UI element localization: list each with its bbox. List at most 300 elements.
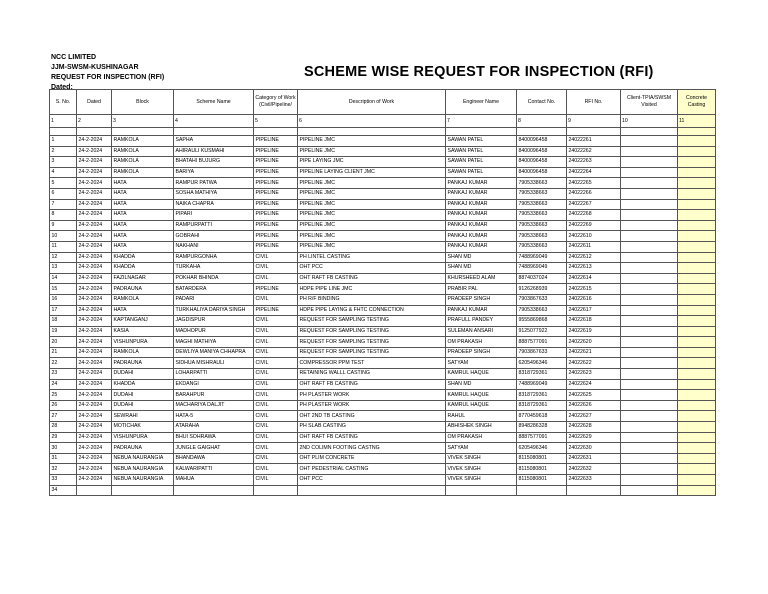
table-cell: MAGHI MATHIYA: [174, 337, 254, 348]
table-cell: 24022614: [567, 273, 621, 284]
column-header: Engineer Name: [446, 90, 517, 115]
table-cell: 5: [50, 178, 77, 189]
table-row: [50, 337, 716, 348]
table-cell: PANKAJ KUMAR: [446, 241, 517, 252]
table-cell: 24-2-2024: [77, 252, 112, 263]
table-cell: 19: [50, 326, 77, 337]
table-cell: OHT RAFT FB CASTING: [298, 379, 446, 390]
table-cell: MACHARIYA DALJIT: [174, 400, 254, 411]
table-cell: BHANDAWA: [174, 453, 254, 464]
table-cell: OHT 2ND TB CASTING: [298, 411, 446, 422]
table-cell: CIVIL: [254, 347, 298, 358]
table-cell: 27: [50, 411, 77, 422]
table-cell: 24-2-2024: [77, 326, 112, 337]
table-cell: PIPELINE JMC: [298, 220, 446, 231]
table-cell: 24-2-2024: [77, 273, 112, 284]
table-cell: [621, 379, 678, 390]
table-cell: CIVIL: [254, 400, 298, 411]
table-cell: NAKHANI: [174, 241, 254, 252]
table-cell: CIVIL: [254, 464, 298, 475]
table-cell: 14: [50, 273, 77, 284]
table-cell: 7905338663: [517, 231, 567, 242]
table-cell: PIPELINE: [254, 199, 298, 210]
table-cell: [621, 326, 678, 337]
table-cell: KHADDA: [112, 252, 174, 263]
table-cell: SAWAN PATEL: [446, 167, 517, 178]
table-cell: PIPELINE: [254, 231, 298, 242]
table-cell: 24022615: [567, 284, 621, 295]
table-cell: [254, 485, 298, 496]
column-number: 11: [678, 115, 716, 128]
table-cell: 7488969049: [517, 252, 567, 263]
table-cell: 24022610: [567, 231, 621, 242]
table-cell: PIPELINE LAYING CLIENT JMC: [298, 167, 446, 178]
table-row: [50, 453, 716, 464]
column-header: Contact No.: [517, 90, 567, 115]
table-cell: PIPELINE JMC: [298, 210, 446, 221]
table-cell: [77, 485, 112, 496]
table-cell: DUDAHI: [112, 369, 174, 380]
table-row: [50, 411, 716, 422]
table-cell: [678, 485, 716, 496]
table-cell: [517, 485, 567, 496]
table-cell: CIVIL: [254, 443, 298, 454]
table-cell: 24-2-2024: [77, 136, 112, 147]
table-row: [50, 263, 716, 274]
table-cell: 24-2-2024: [77, 400, 112, 411]
table-row: [50, 136, 716, 147]
table-row: [50, 347, 716, 358]
table-cell: 24-2-2024: [77, 157, 112, 168]
table-cell: CIVIL: [254, 337, 298, 348]
table-row: [50, 284, 716, 295]
table-row: [50, 369, 716, 380]
table-row: [50, 231, 716, 242]
table-cell: [678, 167, 716, 178]
table-cell: 9126268939: [517, 284, 567, 295]
table-cell: 24022613: [567, 263, 621, 274]
table-cell: 7905338663: [517, 199, 567, 210]
table-cell: 8318729361: [517, 390, 567, 401]
table-cell: [678, 263, 716, 274]
table-cell: [678, 432, 716, 443]
column-header: Block: [112, 90, 174, 115]
column-number: 10: [621, 115, 678, 128]
table-cell: 17: [50, 305, 77, 316]
column-header: Dated: [77, 90, 112, 115]
table-cell: 24: [50, 379, 77, 390]
table-cell: [678, 284, 716, 295]
table-cell: 24022268: [567, 210, 621, 221]
table-cell: 24-2-2024: [77, 443, 112, 454]
table-cell: 24022617: [567, 305, 621, 316]
document-type: REQUEST FOR INSPECTION (RFI): [51, 74, 165, 81]
table-cell: OM PRAKASH: [446, 337, 517, 348]
table-cell: RAMKOLA: [112, 146, 174, 157]
table-cell: 24022622: [567, 358, 621, 369]
table-cell: PADRAUNA: [112, 358, 174, 369]
table-cell: JUNGLE GAIGHAT: [174, 443, 254, 454]
table-cell: HATA: [112, 210, 174, 221]
column-header: Concrete Casting: [678, 90, 716, 115]
table-cell: [621, 390, 678, 401]
table-cell: PIPELINE: [254, 157, 298, 168]
table-cell: CIVIL: [254, 252, 298, 263]
table-cell: [621, 358, 678, 369]
table-cell: RAMKOLA: [112, 157, 174, 168]
table-row: [50, 358, 716, 369]
table-cell: 24022630: [567, 443, 621, 454]
table-row: [50, 178, 716, 189]
table-cell: [621, 400, 678, 411]
table-cell: HATA: [112, 220, 174, 231]
table-cell: 24022629: [567, 432, 621, 443]
page-title: SCHEME WISE REQUEST FOR INSPECTION (RFI): [304, 64, 654, 80]
table-cell: RAMKOLA: [112, 136, 174, 147]
table-cell: PANKAJ KUMAR: [446, 188, 517, 199]
table-cell: 7903867633: [517, 294, 567, 305]
table-cell: PANKAJ KUMAR: [446, 178, 517, 189]
table-cell: KAMRUL HAQUE: [446, 400, 517, 411]
table-cell: PIPELINE: [254, 220, 298, 231]
table-cell: 24-2-2024: [77, 369, 112, 380]
table-cell: PADRAUNA: [112, 443, 174, 454]
table-cell: [621, 305, 678, 316]
table-cell: [678, 316, 716, 327]
table-cell: JAGDISPUR: [174, 316, 254, 327]
table-cell: 24-2-2024: [77, 337, 112, 348]
table-cell: [621, 422, 678, 433]
table-cell: SIDHUA MISHRAULI: [174, 358, 254, 369]
table-cell: 6: [50, 188, 77, 199]
table-cell: 7905338663: [517, 220, 567, 231]
table-cell: EKDANGI: [174, 379, 254, 390]
table-row: [50, 294, 716, 305]
table-cell: 24022262: [567, 146, 621, 157]
table-cell: [621, 252, 678, 263]
table-cell: 24-2-2024: [77, 358, 112, 369]
table-cell: 24022626: [567, 400, 621, 411]
table-cell: SATYAM: [446, 443, 517, 454]
table-cell: 24022269: [567, 220, 621, 231]
table-cell: RAMKOLA: [112, 167, 174, 178]
table-cell: 24-2-2024: [77, 231, 112, 242]
table-cell: OHT PLIM CONCRETE: [298, 453, 446, 464]
table-cell: 24022618: [567, 316, 621, 327]
table-cell: PIPELINE JMC: [298, 136, 446, 147]
table-cell: PIPARI: [174, 210, 254, 221]
column-number: 8: [517, 115, 567, 128]
table-cell: PIPELINE JMC: [298, 146, 446, 157]
table-cell: SOSHA MATHIYA: [174, 188, 254, 199]
table-cell: 33: [50, 475, 77, 486]
table-cell: DEWLIYA MANIYA CHHAPRA: [174, 347, 254, 358]
table-row: [50, 422, 716, 433]
table-cell: PIPELINE JMC: [298, 231, 446, 242]
table-cell: 24022267: [567, 199, 621, 210]
table-cell: PIPE LAYING JMC: [298, 157, 446, 168]
table-cell: BHATAHI BUJURG: [174, 157, 254, 168]
table-cell: KAPTANGANJ: [112, 316, 174, 327]
table-cell: HATA: [112, 178, 174, 189]
table-cell: SATYAM: [446, 358, 517, 369]
table-cell: 7905338663: [517, 188, 567, 199]
spacer-row: [50, 128, 716, 136]
table-cell: CIVIL: [254, 475, 298, 486]
table-row: [50, 485, 716, 496]
table-cell: [621, 231, 678, 242]
table-cell: PH R/F BINDING: [298, 294, 446, 305]
table-cell: [621, 475, 678, 486]
table-cell: [678, 199, 716, 210]
rfi-table-container: [49, 89, 716, 496]
table-cell: [678, 369, 716, 380]
table-cell: KHADDA: [112, 379, 174, 390]
table-cell: TURKHALIYA DARIYA SINGH: [174, 305, 254, 316]
table-cell: 6205496346: [517, 443, 567, 454]
table-cell: 2ND COLIMN FOOTING CASTNG: [298, 443, 446, 454]
table-cell: MAHUA: [174, 475, 254, 486]
table-row: [50, 464, 716, 475]
table-cell: 2: [50, 146, 77, 157]
table-cell: 8400096458: [517, 146, 567, 157]
table-body: [50, 136, 716, 496]
table-cell: 24-2-2024: [77, 199, 112, 210]
table-cell: 8: [50, 210, 77, 221]
table-cell: KHURSHEED ALAM: [446, 273, 517, 284]
table-cell: CIVIL: [254, 294, 298, 305]
table-cell: 8874037024: [517, 273, 567, 284]
table-cell: 24-2-2024: [77, 241, 112, 252]
table-cell: 24-2-2024: [77, 379, 112, 390]
table-cell: HDPE PIPE LINE JMC: [298, 284, 446, 295]
table-cell: 8115080801: [517, 464, 567, 475]
table-row: [50, 475, 716, 486]
table-cell: 8400096458: [517, 157, 567, 168]
table-cell: [446, 485, 517, 496]
table-cell: 24022624: [567, 379, 621, 390]
table-cell: 4: [50, 167, 77, 178]
table-cell: SAWAN PATEL: [446, 157, 517, 168]
table-cell: [678, 400, 716, 411]
table-cell: SHAN MD: [446, 263, 517, 274]
table-cell: [621, 146, 678, 157]
table-cell: 7488969049: [517, 379, 567, 390]
table-cell: KAMRUL HAQUE: [446, 369, 517, 380]
table-cell: VISHUNPURA: [112, 432, 174, 443]
table-cell: 24-2-2024: [77, 210, 112, 221]
table-cell: CIVIL: [254, 411, 298, 422]
table-row: [50, 241, 716, 252]
table-row: [50, 157, 716, 168]
table-cell: PH SLAB CASTING: [298, 422, 446, 433]
table-cell: 8115080801: [517, 453, 567, 464]
table-cell: [621, 241, 678, 252]
table-cell: PIPELINE: [254, 241, 298, 252]
table-cell: PADRAUNA: [112, 284, 174, 295]
table-row: [50, 252, 716, 263]
table-cell: 21: [50, 347, 77, 358]
table-cell: 29: [50, 432, 77, 443]
table-cell: [621, 220, 678, 231]
table-cell: CIVIL: [254, 453, 298, 464]
table-cell: PH PLASTER WORK: [298, 390, 446, 401]
column-number: 4: [174, 115, 254, 128]
table-cell: [678, 390, 716, 401]
table-cell: BARAHPUR: [174, 390, 254, 401]
table-cell: 24022620: [567, 337, 621, 348]
table-cell: 24-2-2024: [77, 432, 112, 443]
table-cell: 24-2-2024: [77, 411, 112, 422]
table-cell: TURKAHA: [174, 263, 254, 274]
table-cell: PH LINTEL CASTING: [298, 252, 446, 263]
table-cell: [678, 347, 716, 358]
table-cell: PIPELINE: [254, 210, 298, 221]
table-cell: HATA: [112, 231, 174, 242]
table-cell: [678, 326, 716, 337]
table-cell: CIVIL: [254, 369, 298, 380]
table-cell: SAWAN PATEL: [446, 136, 517, 147]
table-cell: [174, 485, 254, 496]
company-header: [51, 53, 164, 93]
table-cell: 8318729361: [517, 369, 567, 380]
table-cell: OHT PEDESTRIAL CASTING: [298, 464, 446, 475]
table-cell: HATA: [112, 188, 174, 199]
table-cell: REQUEST FOR SAMPLING TESTING: [298, 337, 446, 348]
table-cell: PRADEEP SINGH: [446, 347, 517, 358]
table-cell: 28: [50, 422, 77, 433]
table-cell: 7905338663: [517, 305, 567, 316]
table-cell: OM PRAKASH: [446, 432, 517, 443]
table-cell: 32: [50, 464, 77, 475]
table-row: [50, 326, 716, 337]
table-cell: 25: [50, 390, 77, 401]
table-cell: 24-2-2024: [77, 453, 112, 464]
table-cell: 6205496346: [517, 358, 567, 369]
table-cell: RAMPURGONHA: [174, 252, 254, 263]
column-number: 6: [298, 115, 446, 128]
table-cell: 24022611: [567, 241, 621, 252]
table-cell: REQUEST FOR SAMPLING TESTING: [298, 326, 446, 337]
table-cell: PIPELINE: [254, 188, 298, 199]
table-row: [50, 146, 716, 157]
table-cell: [621, 337, 678, 348]
table-cell: [621, 273, 678, 284]
dated-label: Dated:: [51, 84, 73, 91]
table-cell: 24022261: [567, 136, 621, 147]
table-cell: OHT RAFT FB CASTING: [298, 273, 446, 284]
table-cell: 7903867633: [517, 347, 567, 358]
table-cell: 16: [50, 294, 77, 305]
table-cell: 24-2-2024: [77, 178, 112, 189]
table-cell: ATARAHA: [174, 422, 254, 433]
table-cell: HDPE PIPE LAYING & FHTC CONNECTION: [298, 305, 446, 316]
table-cell: 15: [50, 284, 77, 295]
table-cell: [298, 485, 446, 496]
table-cell: 24-2-2024: [77, 167, 112, 178]
column-header: RFI No.: [567, 90, 621, 115]
table-cell: RAHUL: [446, 411, 517, 422]
table-cell: [678, 294, 716, 305]
table-cell: 8318729361: [517, 400, 567, 411]
table-cell: 8948286328: [517, 422, 567, 433]
table-cell: 24022632: [567, 464, 621, 475]
table-cell: MADHOPUR: [174, 326, 254, 337]
table-cell: [621, 347, 678, 358]
table-cell: PIPELINE JMC: [298, 241, 446, 252]
table-cell: PRAFULL PANDEY: [446, 316, 517, 327]
column-number: 3: [112, 115, 174, 128]
table-cell: HATA: [112, 199, 174, 210]
table-cell: [621, 411, 678, 422]
table-cell: AHIRAULI KUSMAHI: [174, 146, 254, 157]
table-cell: 24-2-2024: [77, 188, 112, 199]
table-cell: 24-2-2024: [77, 464, 112, 475]
table-cell: RAMKOLA: [112, 347, 174, 358]
table-cell: 24-2-2024: [77, 220, 112, 231]
table-cell: 24-2-2024: [77, 305, 112, 316]
table-cell: PIPELINE: [254, 136, 298, 147]
table-cell: 3: [50, 157, 77, 168]
table-cell: CIVIL: [254, 358, 298, 369]
table-cell: 24022612: [567, 252, 621, 263]
table-row: [50, 199, 716, 210]
table-cell: ABHISHEK SINGH: [446, 422, 517, 433]
table-cell: [678, 453, 716, 464]
table-cell: NEBUA NAURANGIA: [112, 464, 174, 475]
table-cell: CIVIL: [254, 273, 298, 284]
table-cell: CIVIL: [254, 390, 298, 401]
table-cell: [621, 284, 678, 295]
table-row: [50, 432, 716, 443]
table-cell: CIVIL: [254, 326, 298, 337]
table-cell: NEBUA NAURANGIA: [112, 475, 174, 486]
table-cell: PIPELINE: [254, 146, 298, 157]
table-cell: [621, 263, 678, 274]
table-cell: [621, 157, 678, 168]
table-cell: OHT PCC: [298, 263, 446, 274]
table-cell: 7905338663: [517, 241, 567, 252]
table-cell: 24022627: [567, 411, 621, 422]
table-cell: VIVEK SINGH: [446, 475, 517, 486]
table-cell: COMPRESSOR PPM TEST: [298, 358, 446, 369]
table-cell: [678, 241, 716, 252]
table-cell: [678, 337, 716, 348]
table-cell: 24-2-2024: [77, 284, 112, 295]
table-cell: RAMPUR PATWA: [174, 178, 254, 189]
table-cell: 18: [50, 316, 77, 327]
table-cell: 8770459618: [517, 411, 567, 422]
table-row: [50, 210, 716, 221]
table-cell: SHAN MD: [446, 379, 517, 390]
column-header: Scheme Name: [174, 90, 254, 115]
table-cell: 24022619: [567, 326, 621, 337]
column-number: 2: [77, 115, 112, 128]
table-cell: 24022266: [567, 188, 621, 199]
table-cell: SAPHA: [174, 136, 254, 147]
table-cell: PIPELINE: [254, 284, 298, 295]
table-cell: [678, 379, 716, 390]
table-cell: 13: [50, 263, 77, 274]
table-cell: 24022264: [567, 167, 621, 178]
table-cell: REQUEST FOR SAMPLING TESTING: [298, 316, 446, 327]
column-number-row: [50, 115, 716, 128]
table-cell: 24-2-2024: [77, 263, 112, 274]
table-row: [50, 379, 716, 390]
table-cell: [678, 210, 716, 221]
table-cell: [678, 358, 716, 369]
table-row: [50, 220, 716, 231]
